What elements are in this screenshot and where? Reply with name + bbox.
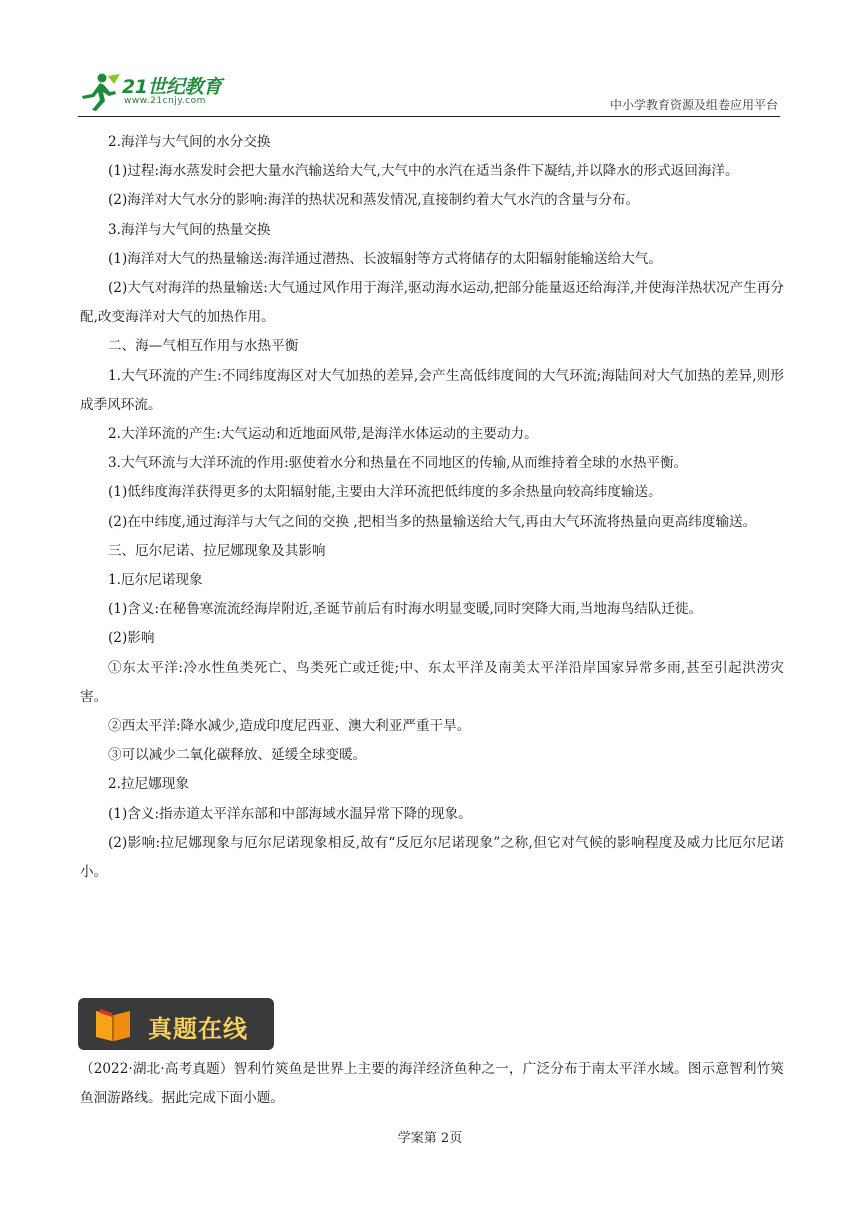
paragraph: (1)海洋对大气的热量输送:海洋通过潜热、长波辐射等方式将储存的太阳辐射能输送给大气。	[108, 250, 662, 267]
paragraph: (2)在中纬度,通过海洋与大气之间的交换 ,把相当多的热量输送给大气,再由大气环流将热量向更高纬度输送。	[108, 513, 757, 530]
book-icon	[92, 1007, 134, 1043]
paragraph: (1)过程:海水蒸发时会把大量水汽输送给大气,大气中的水汽在适当条件下凝结,并以降水的形式返回海洋。	[108, 163, 739, 180]
page-header	[78, 70, 780, 117]
paragraph: (2)海洋对大气水分的影响:海洋的热状况和蒸发情况,直接制约着大气水汽的含量与分布。	[108, 192, 640, 209]
paragraph: (2)大气对海洋的热量输送:大气通过风作用于海洋,驱动海水运动,把部分能量返还给海洋,并使海洋热状况产生再分配,改变海洋对大气的加热作用。	[80, 280, 784, 326]
banner-title: 真题在线	[148, 1015, 248, 1043]
paragraph: 2.海洋与大气间的水分交换	[108, 134, 271, 150]
paragraph: (1)含义:在秘鲁寒流流经海岸附近,圣诞节前后有时海水明显变暖,同时突降大雨,当地海鸟结队迁徙。	[108, 601, 703, 618]
paragraph: 3.海洋与大气间的热量交换	[108, 221, 271, 238]
paragraph: (2)影响:拉尼娜现象与厄尔尼诺现象相反,故有“反厄尔尼诺现象”之称,但它对气候的影响程度及威力比厄尔尼诺小。	[80, 834, 784, 881]
logo	[78, 70, 248, 114]
paragraph: ①东太平洋:冷水性鱼类死亡、鸟类死亡或迁徙;中、东太平洋及南美太平洋沿岸国家异常多雨,甚至引起洪涝灾害。	[80, 659, 784, 705]
paragraph: 2.大洋环流的产生:大气运动和近地面风带,是海洋水体运动的主要动力。	[108, 426, 538, 443]
exam-questions-banner	[78, 998, 274, 1050]
logo-url: www.21cnjy.com	[124, 96, 206, 106]
paragraph: 1.大气环流的产生:不同纬度海区对大气加热的差异,会产生高低纬度间的大气环流;海陆间对大气加热的差异,则形成季风环流。	[80, 367, 784, 413]
paragraph: 2.拉尼娜现象	[108, 776, 189, 793]
paragraph: 3.大气环流与大洋环流的作用:驱使着水分和热量在不同地区的传输,从而维持着全球的水热平衡。	[108, 455, 688, 472]
paragraph: ②西太平洋:降水减少,造成印度尼西亚、澳大利亚严重干旱。	[108, 718, 471, 735]
paragraph: (1)含义:指赤道太平洋东部和中部海域水温异常下降的现象。	[108, 805, 472, 822]
paragraph: ③可以减少二氧化碳释放、延缓全球变暖。	[108, 747, 367, 764]
paragraph: (2)影响	[108, 630, 155, 647]
question-intro: （2022·湖北·高考真题）智利竹筴鱼是世界上主要的海洋经济鱼种之一，广泛分布于南太平洋水域。图示意智利竹筴鱼洄游路线。据此完成下面小题。	[80, 1061, 784, 1107]
runner-logo-icon	[78, 72, 122, 112]
logo-text: 21世纪教育	[122, 76, 222, 98]
paragraph: (1)低纬度海洋获得更多的太阳辐射能,主要由大洋环流把低纬度的多余热量向较高纬度输送。	[108, 484, 662, 501]
page-number: 学案第 2页	[397, 1131, 463, 1146]
paragraph: 1.厄尔尼诺现象	[108, 572, 203, 589]
section-heading: 二、海—气相互作用与水热平衡	[108, 338, 299, 355]
document-body	[80, 128, 784, 887]
platform-name: 中小学教育资源及组卷应用平台	[609, 98, 778, 112]
section-heading: 三、厄尔尼诺、拉尼娜现象及其影响	[108, 542, 326, 559]
